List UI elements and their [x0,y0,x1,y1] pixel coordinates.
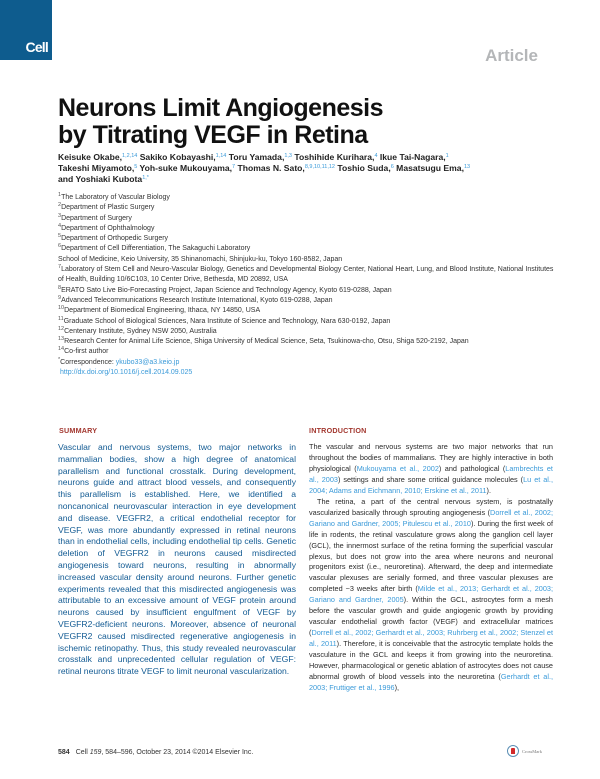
affiliation-text: Department of Plastic Surgery [61,204,155,212]
affiliation-item [58,306,558,316]
title-line-1: Neurons Limit Angiogenesis [58,94,384,122]
affiliation-list [58,193,558,358]
affiliation-text: Department of Orthopedic Surgery [61,235,169,243]
author-name: Sakiko Kobayashi, [139,152,216,162]
affiliation-item [58,214,558,224]
introduction-text: The vascular and nervous systems are two major networks that run throughout the bodies of mammalians. They are highly interactive in both physiological ( [309,442,553,473]
author-affiliation-marks[interactable]: 7 [232,164,236,170]
affiliation-text: Department of Cell Differentiation, The Sakaguchi Laboratory [61,245,251,253]
footer-journal: Cell [75,749,88,756]
introduction-text: The retina, a part of the central nervous system, is postnatally vascularized basically through sprouting angiogenesis ( [309,496,553,517]
affiliation-number: 3 [58,212,62,219]
author-list [58,152,558,185]
affiliation-text: School of Medicine, Keio University, 35 Shinanomachi, Shinjuku-ku, Tokyo 160-8582, Japan [58,255,343,263]
correspondence-email-link[interactable]: ykubo33@a3.keio.jp [115,358,180,366]
introduction-text: ). Within the GCL, astrocytes form a mesh before the vascular growth and guide angiogenic growth by providing vascular endothelial growth factor (VEGF) and extracellular matrices ( [309,595,553,638]
affiliation-item [58,286,558,296]
affiliation-text: Department of Surgery [61,214,132,222]
citation-link[interactable]: Dorrell et al., 2002; Gerhardt et al., 2003; Ruhrberg et al., 2002; Stenzel et al., 2011 [309,628,553,649]
author-affiliation-marks[interactable]: 1,14 [215,153,227,159]
author-name: and Yoshiaki Kubota [58,174,143,184]
introduction-text: ). Therefore, it is conceivable that the astrocytic template holds the vasculature in the GCL and keeps it from growing into the neuroretina. However, pharmacological or genetic ablation of astrocytes does not cause abnormal growth of blood vessels into the neuroretina ( [309,639,554,682]
author-name: Toshihide Kurihara, [294,152,375,162]
introduction-heading: INTRODUCTION [309,426,367,435]
author-name: Toru Yamada, [228,152,285,162]
journal-logo-text: Cell [25,39,48,55]
affiliation-text: The Laboratory of Vascular Biology [61,194,170,201]
introduction-text: ) settings and share some critical guidance molecules ( [337,474,524,484]
author-affiliation-marks[interactable]: 13 [463,164,471,170]
affiliation-number: 7 [58,264,62,271]
correspondence-mark: * [58,356,61,363]
crossmark-badge[interactable] [507,745,542,757]
affiliation-number: 1 [58,192,62,198]
citation-link[interactable]: Dorrell et al., 2002; Gariano and Gardner, 2005; Pitulescu et al., 2010 [309,507,553,528]
affiliation-number: 10 [58,305,65,312]
citation-link[interactable]: Mukouyama et al., 2002 [356,463,439,473]
page-footer [58,749,253,756]
citation-link[interactable]: Lu et al., 2004; Adams and Eichmann, 2010; Erskine et al., 2011 [309,474,553,495]
affiliation-number: 8 [58,284,62,291]
correspondence-label: Correspondence: [60,358,116,366]
affiliation-text: Graduate School of Biological Sciences, Nara Institute of Science and Technology, Nara 630-0192, Japan [63,317,391,325]
introduction-paragraph-1 [309,442,553,497]
author-affiliation-marks[interactable]: 1,3 [284,153,292,159]
correspondence-line [58,358,558,368]
affiliation-text: ERATO Sato Live Bio-Forecasting Project, Japan Science and Technology Agency, Kyoto 619-0288, Japan [61,286,392,294]
affiliation-text: Laboratory of Stem Cell and Neuro-Vascular Biology, Genetics and Developmental Biology Center, National Heart, Lung, and Blood Institute, National Institutes of Health, Building 10/6C103, 10 Center Drive, Bethesda, MD 20892, USA [58,266,554,284]
author-name: Keisuke Okabe, [58,152,123,162]
citation-link[interactable]: Milde et al., 2013; Gerhardt et al., 2003; Gariano and Gardner, 2005 [309,584,553,605]
author-affiliation-marks[interactable]: 6 [390,164,394,170]
affiliation-text: Advanced Telecommunications Research Institute International, Kyoto 619-0288, Japan [61,296,333,304]
summary-text: Vascular and nervous systems, two major networks in mammalian bodies, show a high degree of anatomical parallelism and functional crosstalk. During development, neurons guide and attract blood vessels, and consequently this parallelism is established. Here, we identified a noncanonical neurovascular interaction in eye development and disease. VEGFR2, a critical endothelial receptor for VEGF, was more abundantly expressed in retinal neurons than in endothelial cells, including endothelial tip cells. Genetic deletion of VEGFR2 in neurons caused misdirected angiogenesis toward neurons, resulting in abnormally increased vascular density around neurons. Further genetic experiments revealed that this misdirected angiogenesis was attributable to an excessive amount of VEGF protein around neurons caused by insufficient engulfment of VEGF by VEGFR2-deficient neurons. Moreover, absence of neuronal VEGFR2 caused misdirected regenerative angiogenesis in ischemic retinopathy. Thus, this study revealed neurovascular crosstalk and unprecedented cellular regulation of VEGF: retinal neurons titrate VEGF to limit neuronal vascularization. [58,442,296,677]
title-line-2: by Titrating VEGF in Retina [58,121,368,149]
affiliation-number: 5 [58,233,62,240]
affiliations [58,193,558,378]
introduction-text: ), [394,682,400,692]
introduction-text: ). During the first week of life in rodents, the retinal vasculature grows along the ganglion cell layer (GCL), the innermost surface of the retina forming the superficial vascular plexus, but does not grow into the area where neurons and neuronal progenitors exist (i.e., neuroretina). Afterward, the deep and intermediate vascular plexuses are serially formed, and three vascular plexuses are completed ~3 weeks after birth ( [309,518,553,594]
affiliation-text: Research Center for Animal Life Science, Shiga University of Medical Science, Seta, Tsukinowa-cho, Otsu, Shiga 520-2192, Japan [64,338,469,346]
affiliation-number: 9 [58,294,62,301]
author-name: Ikue Tai-Nagara, [379,152,446,162]
affiliation-item [58,296,558,306]
affiliation-text: Centenary Institute, Sydney NSW 2050, Australia [64,327,217,335]
page-number: 584 [58,749,70,756]
introduction-body [309,442,553,694]
author-affiliation-marks[interactable]: 1,* [142,175,149,181]
affiliation-text: Department of Biomedical Engineering, Ithaca, NY 14850, USA [64,307,261,315]
author-name: Thomas N. Sato, [237,163,305,173]
summary-heading: SUMMARY [59,426,98,435]
cell-journal-logo [0,0,52,60]
author-name: Masatsugu Ema, [396,163,464,173]
affiliation-item [58,317,558,327]
author-affiliation-marks[interactable]: 8,9,10,11,12 [304,164,335,170]
affiliation-text: Department of Ophthalmology [61,224,155,232]
article-title [58,95,478,149]
footer-volume: 159 [89,749,102,756]
affiliation-number: 11 [58,315,64,322]
crossmark-icon [507,745,519,757]
affiliation-item [58,337,558,347]
affiliation-item [58,203,558,213]
introduction-paragraph-2 [309,497,553,694]
doi-link[interactable]: http://dx.doi.org/10.1016/j.cell.2014.09.025 [60,369,193,377]
author-affiliation-marks[interactable]: 1,2,14 [122,153,138,159]
affiliation-item [58,244,558,254]
article-type-label: Article [485,46,538,65]
affiliation-number: 14 [58,346,65,353]
author-affiliation-marks[interactable]: 5 [134,164,138,170]
affiliation-number: 13 [58,336,65,343]
affiliation-item [58,265,558,286]
affiliation-item [58,234,558,244]
affiliation-item [58,347,558,357]
crossmark-label: CrossMark [522,748,542,754]
citation-link[interactable]: Gerhardt et al., 2003; Fruttiger et al., 1996 [309,672,553,692]
affiliation-text: Co-first author [64,348,109,356]
affiliation-item [58,193,558,203]
author-affiliation-marks[interactable]: 1 [445,153,449,159]
affiliation-number: 6 [58,243,62,250]
footer-citation: , 584–596, October 23, 2014 ©2014 Elsevier Inc. [101,749,254,756]
introduction-text: ). [486,485,492,495]
affiliation-number: 2 [58,202,62,209]
author-name: Toshio Suda, [337,163,391,173]
author-name: Yoh-suke Mukouyama, [139,163,233,173]
affiliation-item [58,255,558,265]
citation-link[interactable]: Lambrechts et al., 2003 [309,463,553,484]
introduction-text: ) and pathological ( [438,463,506,473]
author-affiliation-marks[interactable]: 4 [374,153,378,159]
affiliation-item [58,327,558,337]
affiliation-number: 4 [58,222,62,229]
affiliation-item [58,224,558,234]
author-name: Takeshi Miyamoto, [58,163,135,173]
affiliation-number: 12 [58,325,65,332]
